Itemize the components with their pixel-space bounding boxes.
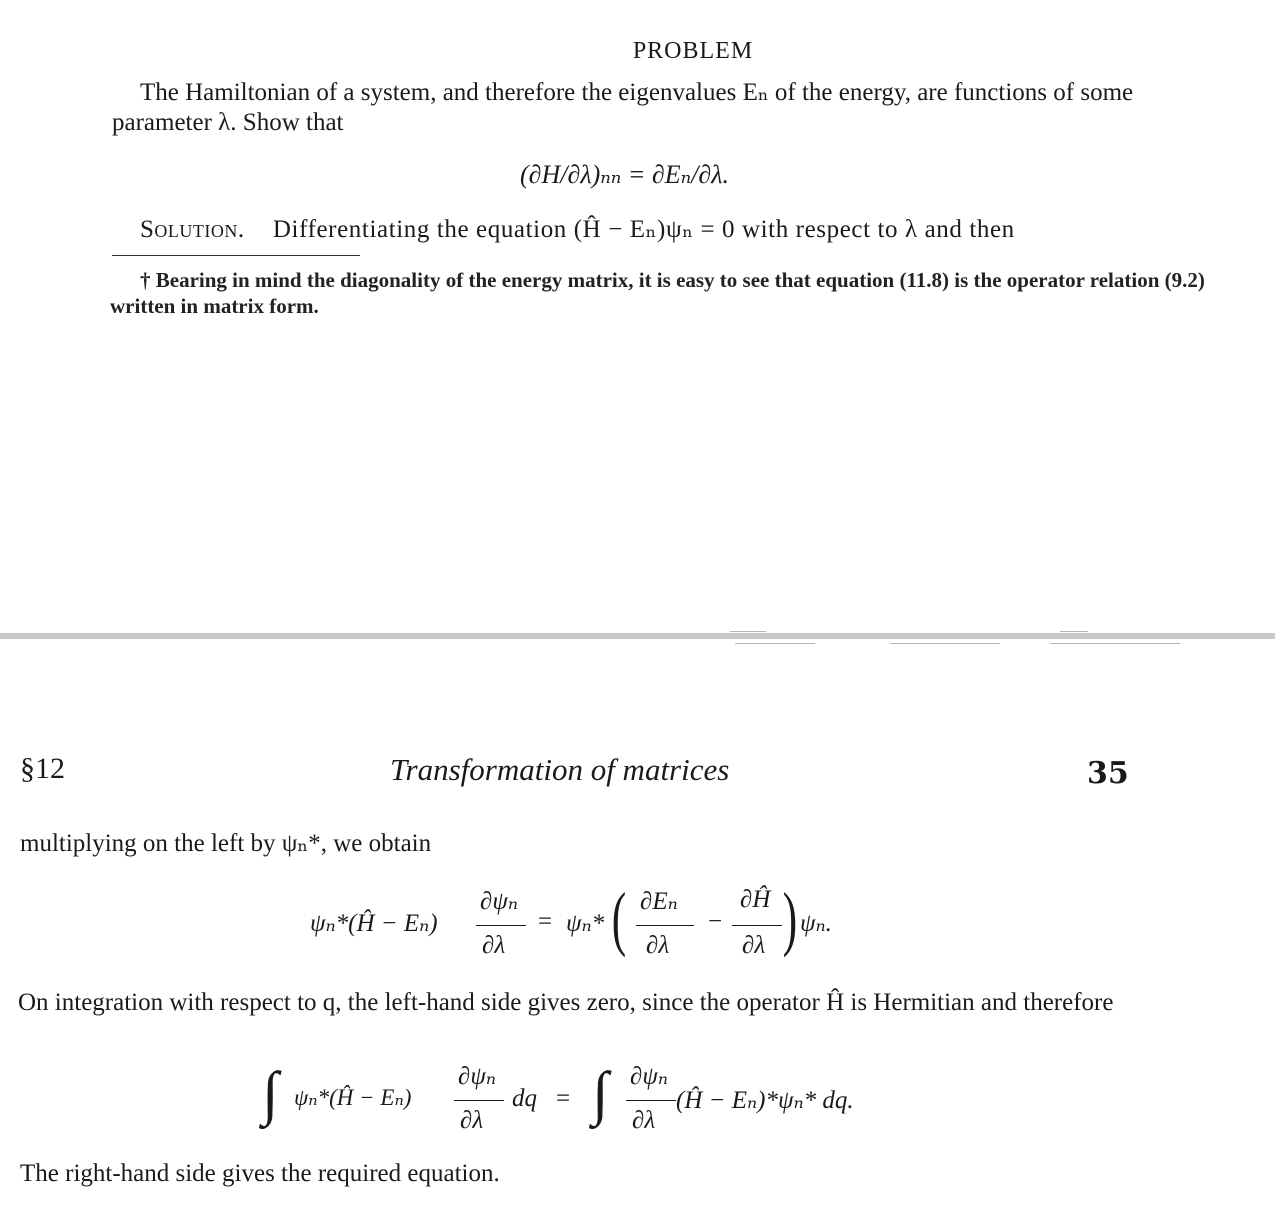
footnote: † Bearing in mind the diagonality of the energy matrix, it is easy to see that equation (11.8) is the operator relation (9.2) written in matrix form. <box>110 268 1205 318</box>
problem-statement: The Hamiltonian of a system, and therefore the eigenvalues Eₙ of the energy, are functions of some parameter λ. Show that <box>112 79 1134 136</box>
problem-heading: PROBLEM <box>632 38 754 64</box>
eq1-rhs-prefix: ψₙ* <box>566 910 605 937</box>
eq1-equals: = <box>538 908 553 935</box>
eq2-lhs-integral-sign: ∫ <box>262 1060 279 1126</box>
footnote-rule <box>112 255 360 256</box>
eq1-rhs-frac1-bar <box>636 925 694 926</box>
body-text-3: The right-hand side gives the required equation. <box>20 1160 500 1187</box>
problem-equation: (∂H/∂λ)ₙₙ = ∂Eₙ/∂λ. <box>520 160 729 189</box>
eq1-lhs-prefix: ψₙ*(Ĥ − Eₙ) <box>310 910 438 937</box>
eq2-lhs-denominator: ∂λ <box>460 1107 484 1134</box>
solution-label: Solution. <box>140 216 245 243</box>
eq1-rhs-suffix: ψₙ. <box>800 910 832 937</box>
eq2-equals: = <box>556 1085 571 1112</box>
eq1-rhs-frac2-numerator: ∂Ĥ <box>740 886 771 913</box>
page-divider <box>0 633 1275 639</box>
equation-2 <box>262 1055 922 1145</box>
solution-text: Differentiating the equation (Ĥ − Eₙ)ψₙ = 0 with respect to λ and then <box>272 216 1015 243</box>
running-title: Transformation of matrices <box>390 752 730 787</box>
eq2-rhs-denominator: ∂λ <box>632 1107 656 1134</box>
eq1-right-paren: ) <box>782 878 798 958</box>
equation-1 <box>310 880 850 970</box>
body-text-1: multiplying on the left by ψₙ*, we obtain <box>20 830 432 857</box>
eq1-lhs-fraction-bar <box>476 925 526 926</box>
page-number: 35 <box>1087 756 1129 791</box>
solution-line <box>140 214 1015 244</box>
eq2-rhs-fraction-bar <box>626 1100 676 1101</box>
eq1-left-paren: ( <box>611 878 627 958</box>
eq1-minus: − <box>708 908 723 935</box>
eq2-lhs-dq: dq <box>512 1085 537 1112</box>
eq1-rhs-frac1-denominator: ∂λ <box>646 932 670 959</box>
eq1-rhs-frac2-denominator: ∂λ <box>742 932 766 959</box>
eq1-rhs-frac1-numerator: ∂Eₙ <box>640 888 678 915</box>
eq1-lhs-numerator: ∂ψₙ <box>480 888 519 915</box>
eq2-rhs-numerator: ∂ψₙ <box>630 1063 669 1090</box>
body-text-2: On integration with respect to q, the left-hand side gives zero, since the operator Ĥ is Hermitian and therefore <box>18 989 1114 1016</box>
eq2-lhs-fraction-bar <box>454 1100 504 1101</box>
eq1-lhs-denominator: ∂λ <box>482 932 506 959</box>
eq1-rhs-frac2-bar <box>732 925 782 926</box>
eq2-rhs-suffix: (Ĥ − Eₙ)*ψₙ* dq. <box>676 1087 854 1114</box>
section-number: §12 <box>20 752 65 785</box>
eq2-lhs-numerator: ∂ψₙ <box>458 1063 497 1090</box>
eq2-lhs-prefix: ψₙ*(Ĥ − Eₙ) <box>294 1085 412 1110</box>
eq2-rhs-integral-sign: ∫ <box>592 1060 609 1126</box>
